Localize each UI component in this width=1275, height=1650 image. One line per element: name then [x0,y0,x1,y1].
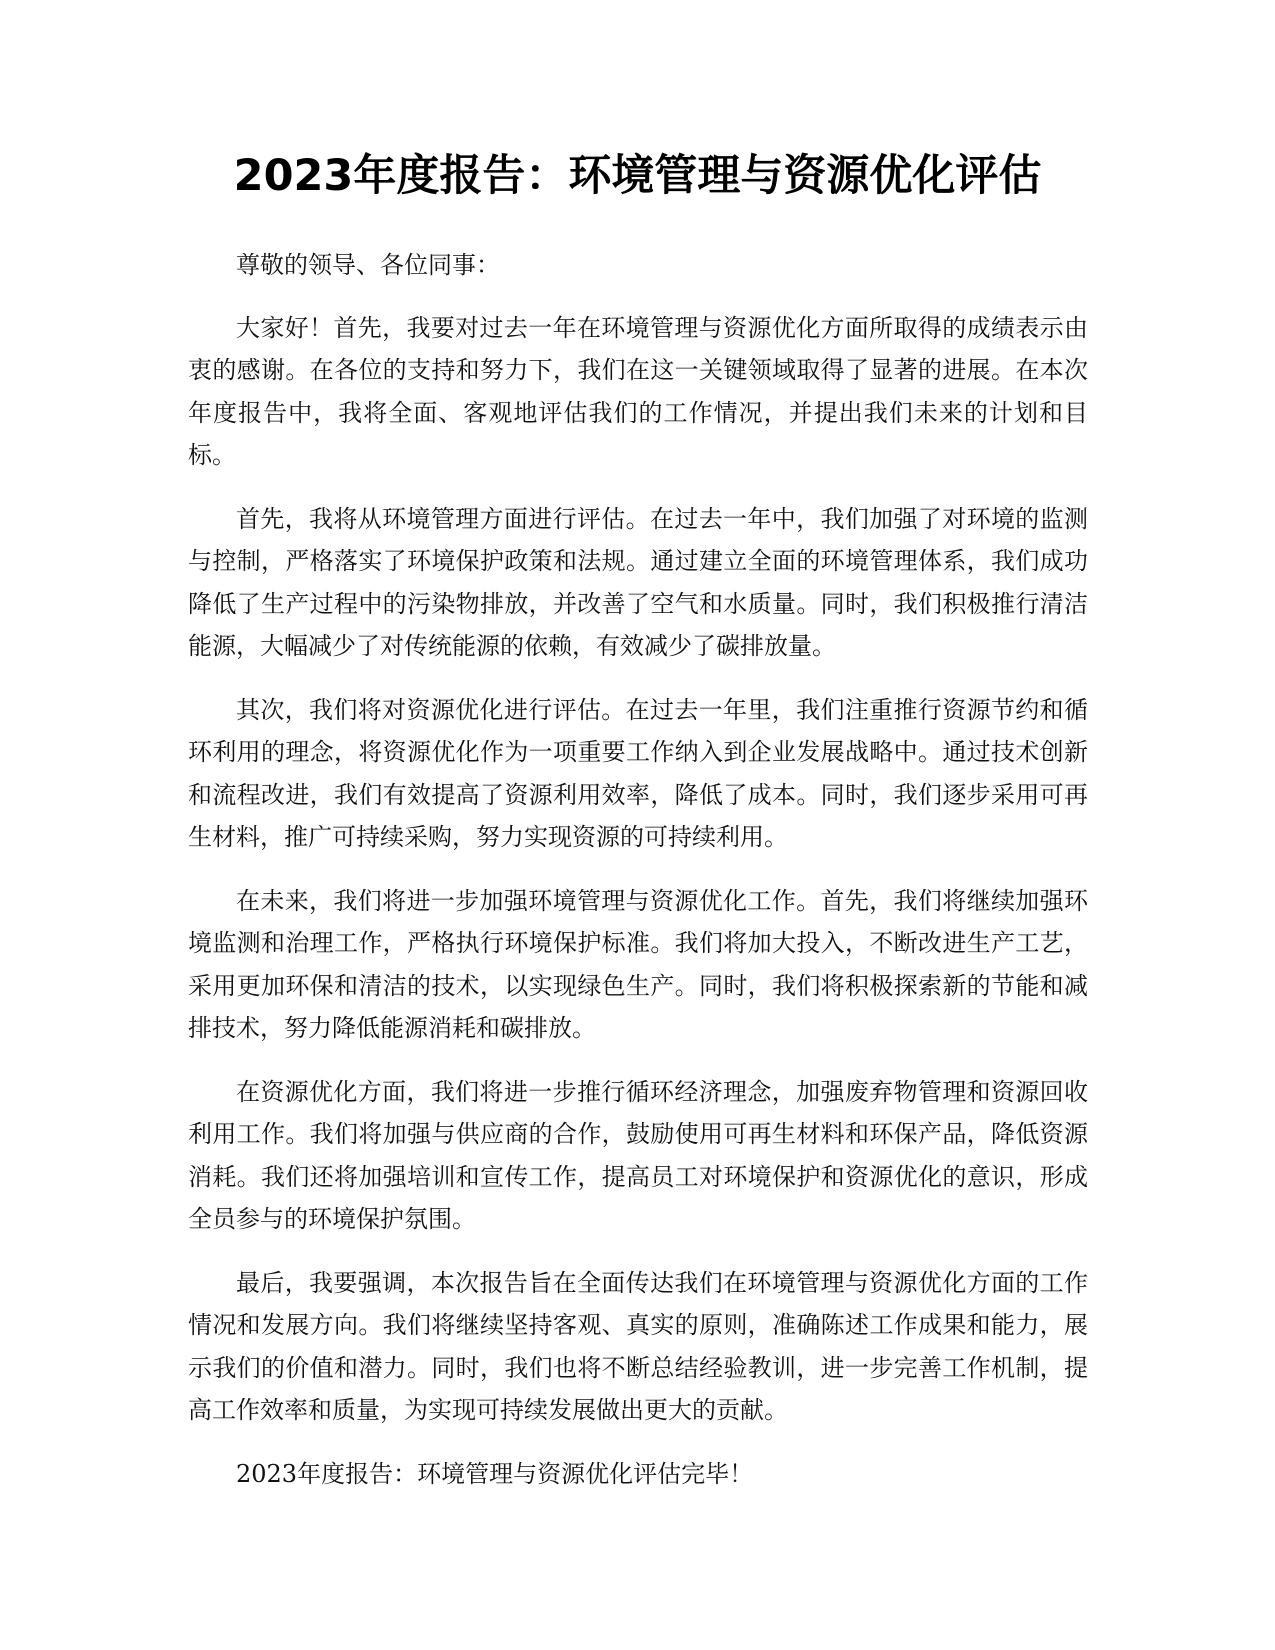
salutation: 尊敬的领导、各位同事： [236,251,500,279]
paragraph-intro: 大家好！首先，我要对过去一年在环境管理与资源优化方面所取得的成绩表示由衷的感谢。在各位的支持和努力下，我们在这一关键领域取得了显著的进展。在本次年度报告中，我将全面、客观地评估我们的工作情况，并提出我们未来的计划和目标。 [188,313,1088,469]
paragraph-environment-management: 首先，我将从环境管理方面进行评估。在过去一年中，我们加强了对环境的监测与控制，严格落实了环境保护政策和法规。通过建立全面的环境管理体系，我们成功降低了生产过程中的污染物排放，并改善了空气和水质量。同时，我们积极推行清洁能源，大幅减少了对传统能源的依赖，有效减少了碳排放量。 [188,504,1088,660]
document-body [188,244,1088,1516]
closing-line: 2023年度报告：环境管理与资源优化评估完毕！ [236,1459,754,1488]
paragraph-future-resources: 在资源优化方面，我们将进一步推行循环经济理念，加强废弃物管理和资源回收利用工作。我们将加强与供应商的合作，鼓励使用可再生材料和环保产品，降低资源消耗。我们还将加强培训和宣传工作，提高员工对环境保护和资源优化的意识，形成全员参与的环境保护氛围。 [188,1077,1088,1233]
paragraph-conclusion: 最后，我要强调，本次报告旨在全面传达我们在环境管理与资源优化方面的工作情况和发展方向。我们将继续坚持客观、真实的原则，准确陈述工作成果和能力，展示我们的价值和潜力。同时，我们也将不断总结经验教训，进一步完善工作机制，提高工作效率和质量，为实现可持续发展做出更大的贡献。 [188,1268,1088,1424]
document-title: 2023年度报告：环境管理与资源优化评估 [233,151,1042,201]
paragraph-resource-optimization: 其次，我们将对资源优化进行评估。在过去一年里，我们注重推行资源节约和循环利用的理念，将资源优化作为一项重要工作纳入到企业发展战略中。通过技术创新和流程改进，我们有效提高了资源利用效率，降低了成本。同时，我们逐步采用可再生材料，推广可持续采购，努力实现资源的可持续利用。 [188,695,1088,851]
paragraph-future-environment: 在未来，我们将进一步加强环境管理与资源优化工作。首先，我们将继续加强环境监测和治理工作，严格执行环境保护标准。我们将加大投入，不断改进生产工艺，采用更加环保和清洁的技术，以实现绿色生产。同时，我们将积极探索新的节能和减排技术，努力降低能源消耗和碳排放。 [188,886,1088,1042]
